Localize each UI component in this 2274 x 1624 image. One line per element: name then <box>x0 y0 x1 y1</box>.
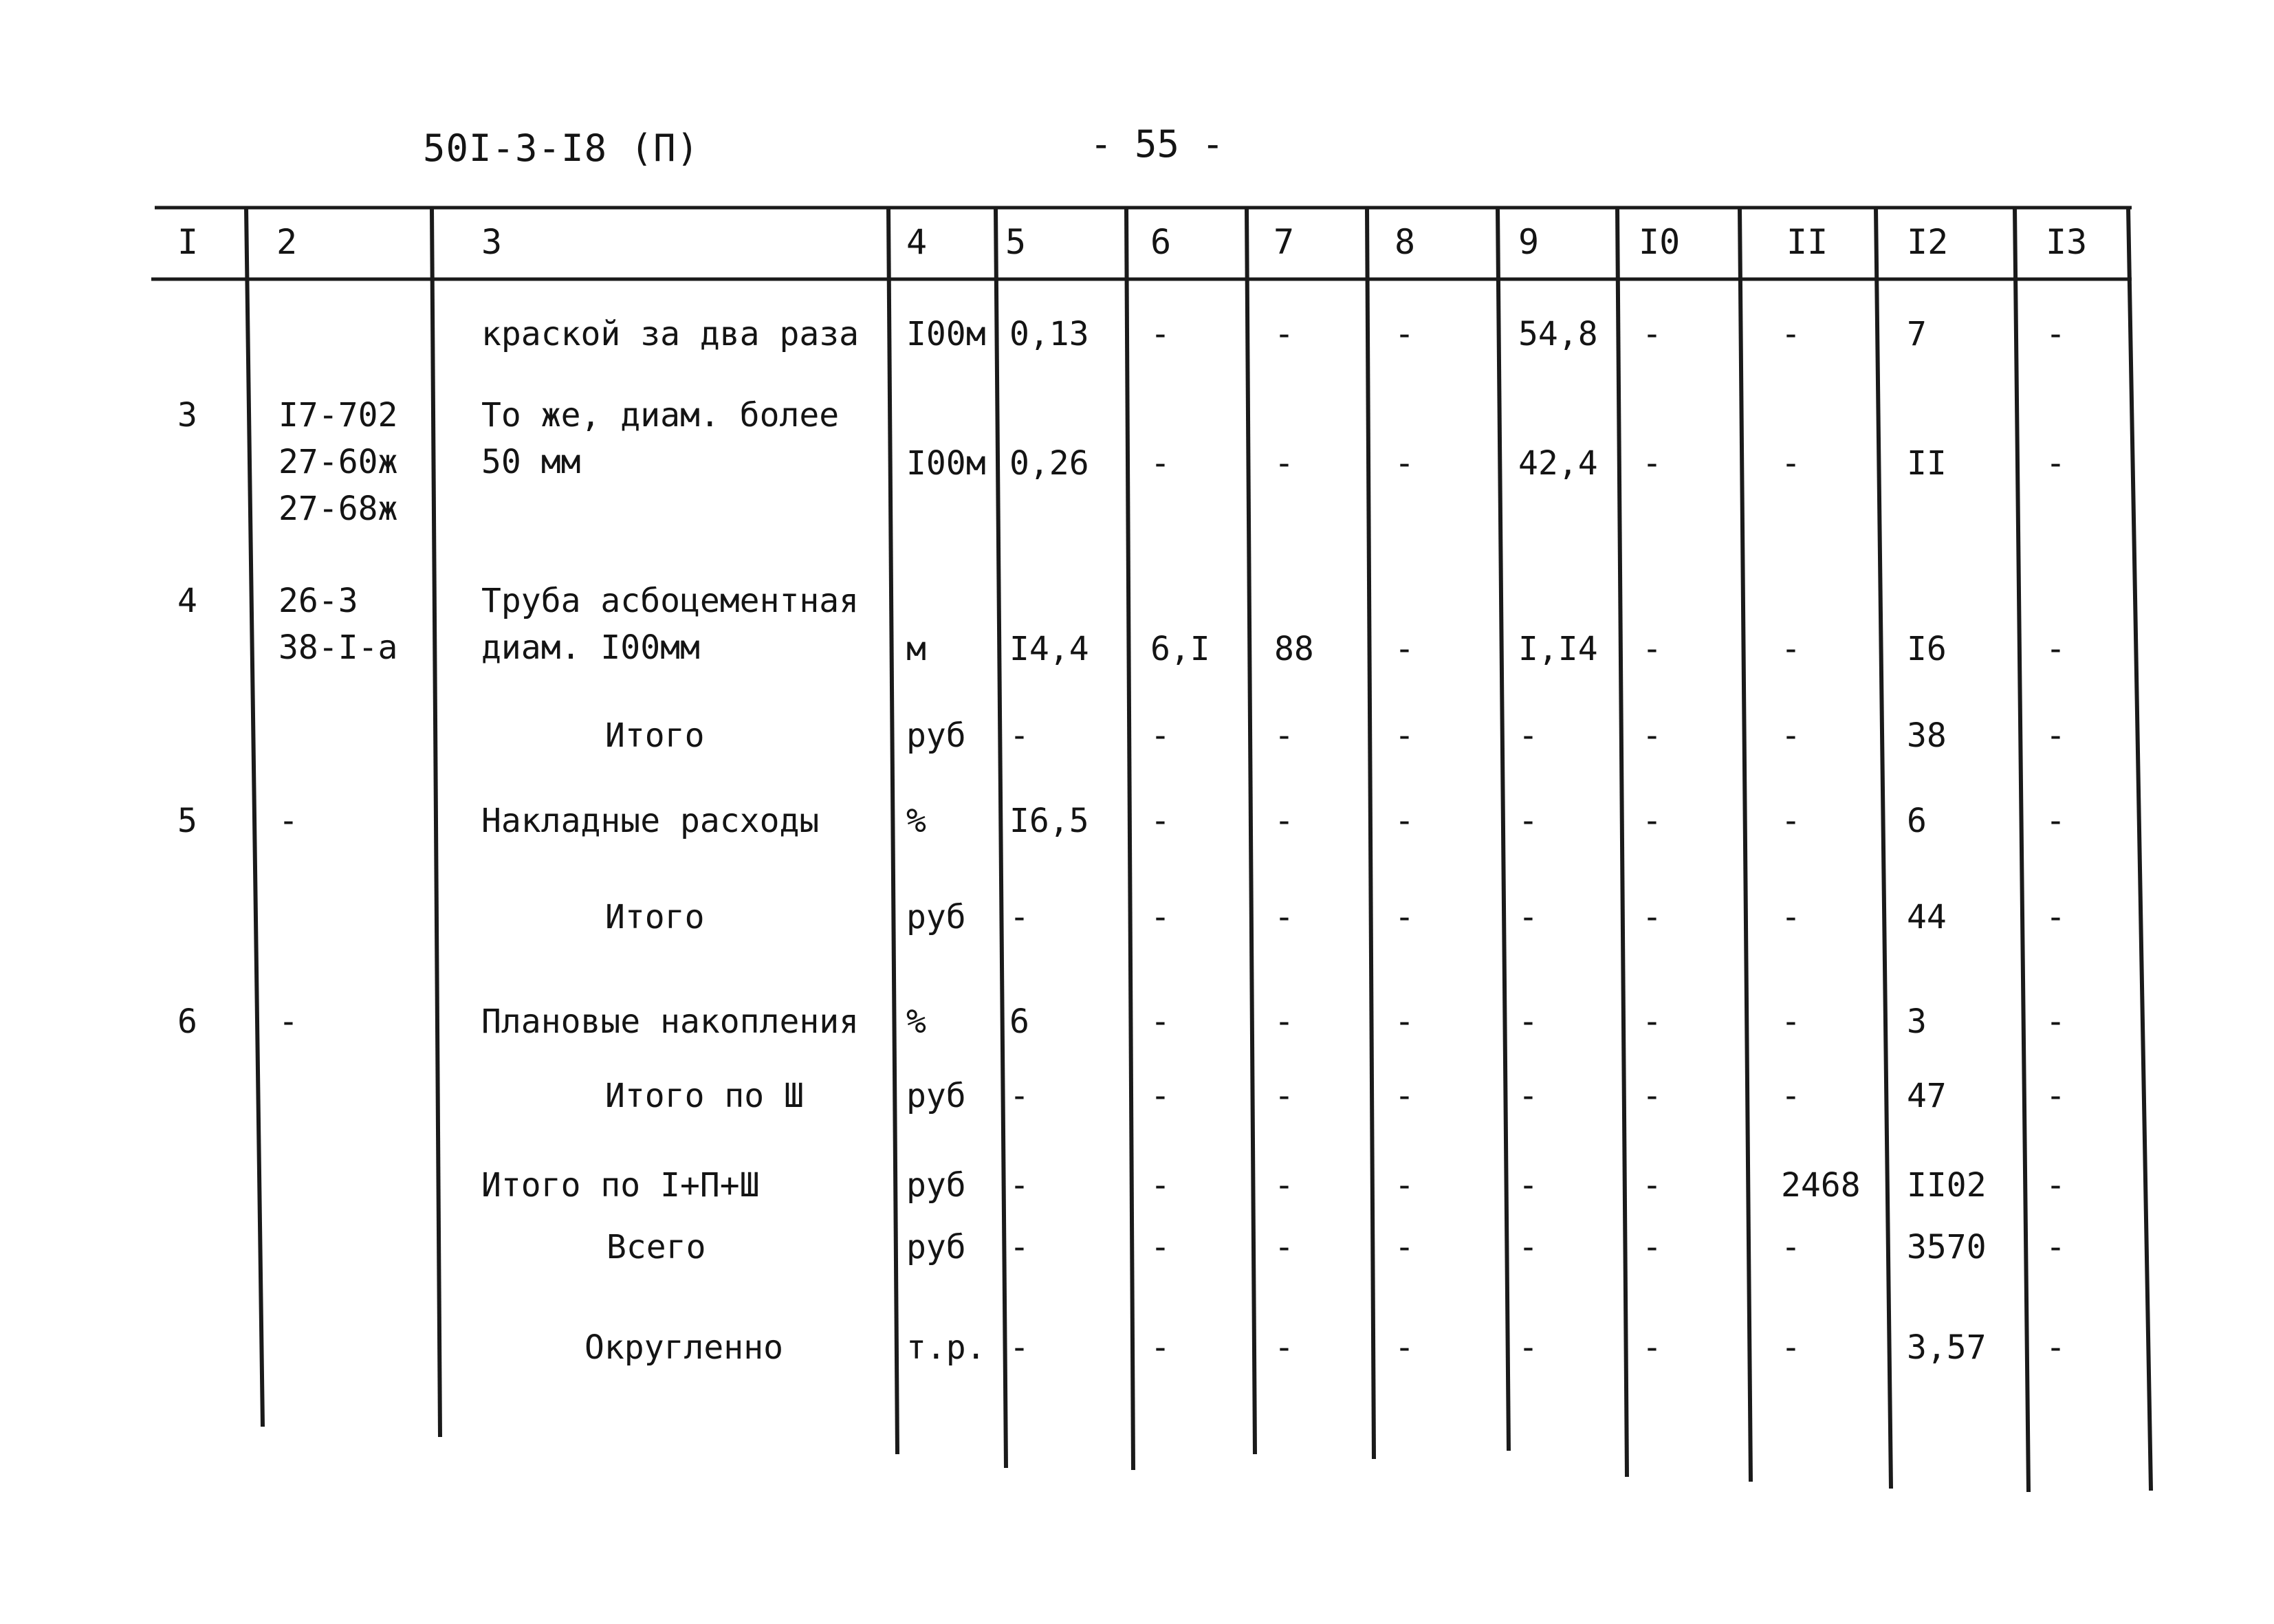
table-cell-r7-c7: - <box>1274 1002 1294 1041</box>
table-cell-r1-c11: - <box>1781 315 1801 353</box>
table-cell-r8-c9: - <box>1518 1077 1538 1115</box>
col-line-2 <box>432 208 440 1437</box>
table-cell-r10-c13: - <box>2046 1228 2066 1266</box>
table-cell-r9-c11: 2468 <box>1781 1166 1861 1205</box>
table-cell-r9-c3: Итого по I+П+Ш <box>481 1166 760 1205</box>
table-cell-r7-c9: - <box>1518 1002 1538 1041</box>
table-cell-r5-c9: - <box>1518 802 1538 840</box>
table-cell-r3-c8: - <box>1395 630 1414 668</box>
table-cell-r9-c9: - <box>1518 1166 1538 1205</box>
table-cell-r4-c12: 38 <box>1907 716 1947 755</box>
table-cell-r10-c5: - <box>1009 1228 1029 1266</box>
table-cell-r9-c10: - <box>1642 1166 1662 1205</box>
table-cell-r5-c1: 5 <box>177 802 197 840</box>
table-cell-r10-c11: - <box>1781 1228 1801 1266</box>
table-cell-r4-c5: - <box>1009 716 1029 755</box>
document-code: 50I-3-I8 (П) <box>423 127 700 170</box>
header-col-4: 4 <box>906 222 928 262</box>
table-cell-r7-c8: - <box>1395 1002 1414 1041</box>
table-cell-r2-c8: - <box>1395 444 1414 483</box>
table-cell-r8-c11: - <box>1781 1077 1801 1115</box>
col-line-6 <box>1247 208 1255 1454</box>
table-cell-r10-c8: - <box>1395 1228 1414 1266</box>
table-cell-r8-c12: 47 <box>1907 1077 1947 1115</box>
table-cell-r2-c7: - <box>1274 444 1294 483</box>
table-cell-r11-c8: - <box>1395 1328 1414 1367</box>
table-cell-r5-c6: - <box>1150 802 1170 840</box>
table-cell-r4-c13: - <box>2046 716 2066 755</box>
table-cell-r11-c10: - <box>1642 1328 1662 1367</box>
table-cell-r11-c7: - <box>1274 1328 1294 1367</box>
table-cell-r5-c8: - <box>1395 802 1414 840</box>
table-cell-r4-c3: Итого <box>605 716 705 755</box>
table-cell-r9-c12: II02 <box>1907 1166 1987 1205</box>
header-col-10: I0 <box>1639 222 1681 262</box>
header-col-2: 2 <box>276 222 298 262</box>
table-cell-r11-c11: - <box>1781 1328 1801 1367</box>
col-line-11 <box>1876 208 1891 1489</box>
table-cell-r11-c9: - <box>1518 1328 1538 1367</box>
col-line-8 <box>1498 208 1509 1451</box>
col-line-3 <box>888 208 897 1454</box>
table-cell-r5-c13: - <box>2046 802 2066 840</box>
table-cell-r4-c9: - <box>1518 716 1538 755</box>
table-cell-r11-c13: - <box>2046 1328 2066 1367</box>
table-cell-r3-c4: м <box>906 630 926 668</box>
table-cell-r3-c1: 4 <box>177 582 197 620</box>
table-cell-r10-c6: - <box>1150 1228 1170 1266</box>
table-cell-r3-c9: I,I4 <box>1518 630 1598 668</box>
table-cell-r1-c4: I00м <box>906 315 986 353</box>
header-col-9: 9 <box>1518 222 1540 262</box>
table-cell-r4-c11: - <box>1781 716 1801 755</box>
table-cell-r9-c4: руб <box>906 1166 966 1205</box>
col-line-10 <box>1740 208 1751 1482</box>
table-cell-r7-c5: 6 <box>1009 1002 1029 1041</box>
table-cell-r6-c8: - <box>1395 898 1414 936</box>
table-cell-r4-c10: - <box>1642 716 1662 755</box>
table-cell-r8-c6: - <box>1150 1077 1170 1115</box>
table-cell-r10-c10: - <box>1642 1228 1662 1266</box>
table-cell-r7-c13: - <box>2046 1002 2066 1041</box>
col-line-1 <box>246 208 263 1427</box>
table-cell-r5-c4: % <box>906 802 926 840</box>
header-col-7: 7 <box>1273 222 1295 262</box>
table-cell-r7-c12: 3 <box>1907 1002 1927 1041</box>
table-cell-r1-c13: - <box>2046 315 2066 353</box>
table-cell-r1-c3: краской за два раза <box>481 315 860 353</box>
table-cell-r5-c7: - <box>1274 802 1294 840</box>
table-cell-r11-c4: т.р. <box>906 1328 986 1367</box>
table-cell-r10-c4: руб <box>906 1228 966 1266</box>
table-cell-r3-c2: 26-3 38-I-а <box>278 582 398 667</box>
table-cell-r1-c10: - <box>1642 315 1662 353</box>
table-cell-r7-c3: Плановые накопления <box>481 1002 860 1041</box>
table-cell-r1-c5: 0,13 <box>1009 315 1089 353</box>
table-cell-r6-c5: - <box>1009 898 1029 936</box>
table-cell-r5-c11: - <box>1781 802 1801 840</box>
table-cell-r3-c5: I4,4 <box>1009 630 1089 668</box>
table-cell-r5-c2: - <box>278 802 298 840</box>
col-line-5 <box>1126 208 1133 1470</box>
table-cell-r9-c6: - <box>1150 1166 1170 1205</box>
table-cell-r8-c5: - <box>1009 1077 1029 1115</box>
table-cell-r5-c5: I6,5 <box>1009 802 1089 840</box>
table-cell-r2-c10: - <box>1642 444 1662 483</box>
table-cell-r6-c7: - <box>1274 898 1294 936</box>
table-cell-r2-c5: 0,26 <box>1009 444 1089 483</box>
table-cell-r4-c8: - <box>1395 716 1414 755</box>
table-cell-r6-c10: - <box>1642 898 1662 936</box>
table-cell-r10-c12: 3570 <box>1907 1228 1987 1266</box>
table-cell-r2-c11: - <box>1781 444 1801 483</box>
table-cell-r2-c1: 3 <box>177 396 197 435</box>
table-cell-r1-c8: - <box>1395 315 1414 353</box>
table-cell-r3-c10: - <box>1642 630 1662 668</box>
table-cell-r1-c6: - <box>1150 315 1170 353</box>
col-line-7 <box>1367 208 1374 1459</box>
table-cell-r7-c10: - <box>1642 1002 1662 1041</box>
table-cell-r10-c9: - <box>1518 1228 1538 1266</box>
page-number: - 55 - <box>1090 122 1225 166</box>
col-line-13 <box>2128 208 2151 1491</box>
table-cell-r4-c6: - <box>1150 716 1170 755</box>
header-col-3: 3 <box>481 222 503 262</box>
table-cell-r6-c3: Итого <box>605 898 705 936</box>
table-cell-r3-c6: 6,I <box>1150 630 1210 668</box>
header-col-6: 6 <box>1150 222 1172 262</box>
table-cell-r2-c2: I7-702 27-60ж 27-68ж <box>278 396 398 528</box>
table-cell-r1-c7: - <box>1274 315 1294 353</box>
table-cell-r2-c13: - <box>2046 444 2066 483</box>
table-cell-r8-c10: - <box>1642 1077 1662 1115</box>
table-cell-r11-c12: 3,57 <box>1907 1328 1987 1367</box>
header-col-12: I2 <box>1907 222 1949 262</box>
table-cell-r3-c3: Труба асбоцементная диам. I00мм <box>481 582 860 667</box>
header-col-13: I3 <box>2046 222 2088 262</box>
table-cell-r1-c12: 7 <box>1907 315 1927 353</box>
table-cell-r8-c7: - <box>1274 1077 1294 1115</box>
table-cell-r9-c7: - <box>1274 1166 1294 1205</box>
table-cell-r3-c12: I6 <box>1907 630 1947 668</box>
table-cell-r3-c7: 88 <box>1274 630 1314 668</box>
table-cell-r8-c4: руб <box>906 1077 966 1115</box>
header-col-11: II <box>1786 222 1828 262</box>
table-cell-r6-c11: - <box>1781 898 1801 936</box>
table-cell-r7-c11: - <box>1781 1002 1801 1041</box>
col-line-4 <box>996 208 1006 1468</box>
table-cell-r11-c6: - <box>1150 1328 1170 1367</box>
table-cell-r8-c3: Итого по Ш <box>605 1077 804 1115</box>
table-cell-r10-c7: - <box>1274 1228 1294 1266</box>
header-col-8: 8 <box>1395 222 1416 262</box>
table-cell-r11-c5: - <box>1009 1328 1029 1367</box>
table-cell-r4-c4: руб <box>906 716 966 755</box>
table-cell-r11-c3: Округленно <box>584 1328 783 1367</box>
table-cell-r10-c3: Всего <box>606 1228 706 1266</box>
header-col-5: 5 <box>1005 222 1027 262</box>
table-cell-r8-c8: - <box>1395 1077 1414 1115</box>
table-cell-r9-c5: - <box>1009 1166 1029 1205</box>
header-col-1: I <box>177 222 199 262</box>
table-cell-r2-c4: I00м <box>906 444 986 483</box>
table-cell-r8-c13: - <box>2046 1077 2066 1115</box>
table-cell-r6-c6: - <box>1150 898 1170 936</box>
table-cell-r9-c8: - <box>1395 1166 1414 1205</box>
table-cell-r2-c9: 42,4 <box>1518 444 1598 483</box>
col-line-12 <box>2015 208 2029 1492</box>
table-cell-r7-c6: - <box>1150 1002 1170 1041</box>
table-cell-r2-c6: - <box>1150 444 1170 483</box>
table-cell-r4-c7: - <box>1274 716 1294 755</box>
table-cell-r1-c9: 54,8 <box>1518 315 1598 353</box>
table-cell-r6-c12: 44 <box>1907 898 1947 936</box>
table-cell-r9-c13: - <box>2046 1166 2066 1205</box>
table-cell-r6-c4: руб <box>906 898 966 936</box>
table-cell-r5-c12: 6 <box>1907 802 1927 840</box>
table-cell-r3-c11: - <box>1781 630 1801 668</box>
table-cell-r3-c13: - <box>2046 630 2066 668</box>
table-cell-r2-c3: То же, диам. более 50 мм <box>481 396 840 481</box>
table-cell-r5-c10: - <box>1642 802 1662 840</box>
table-cell-r2-c12: II <box>1907 444 1947 483</box>
table-cell-r7-c1: 6 <box>177 1002 197 1041</box>
table-cell-r5-c3: Накладные расходы <box>481 802 820 840</box>
col-line-9 <box>1617 208 1627 1477</box>
table-cell-r6-c13: - <box>2046 898 2066 936</box>
table-cell-r6-c9: - <box>1518 898 1538 936</box>
table-cell-r7-c4: % <box>906 1002 926 1041</box>
table-cell-r7-c2: - <box>278 1002 298 1041</box>
